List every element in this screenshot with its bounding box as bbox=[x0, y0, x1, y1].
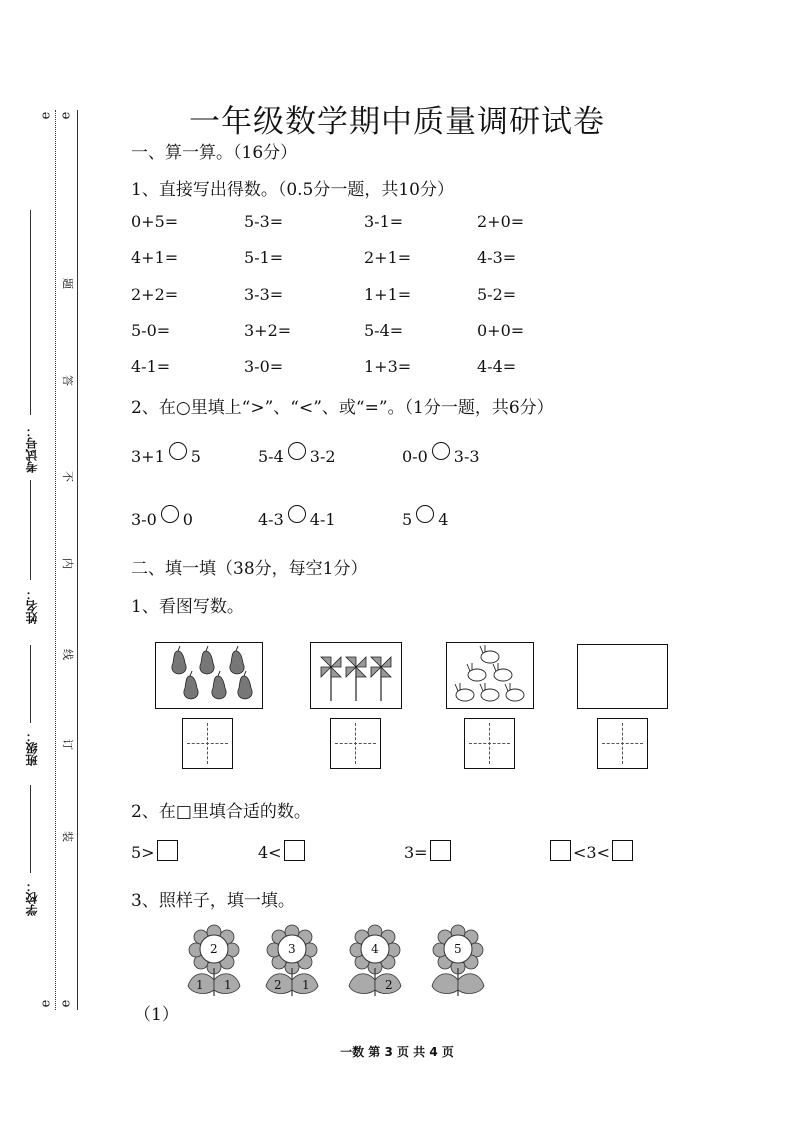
compare-circle[interactable] bbox=[169, 442, 187, 460]
margin-char-1: 题 bbox=[62, 276, 74, 290]
compare-circle[interactable] bbox=[288, 505, 306, 523]
fill-box[interactable] bbox=[430, 840, 451, 861]
arith-expr: 2+2= bbox=[131, 285, 179, 304]
compare-left: 4-3 bbox=[258, 510, 284, 529]
exam-number-label: 考试号： bbox=[25, 425, 39, 473]
fill-prefix: 5> bbox=[131, 843, 155, 862]
compare-circle[interactable] bbox=[161, 505, 179, 523]
pears-picture bbox=[155, 642, 263, 709]
flower-icon bbox=[345, 920, 405, 1000]
flower-top-number: 3 bbox=[288, 942, 296, 956]
margin-char-4: 内 bbox=[62, 556, 74, 570]
flower-top-number: 5 bbox=[454, 942, 462, 956]
fill-box[interactable] bbox=[550, 840, 571, 861]
compare-item bbox=[131, 505, 193, 529]
compare-circle[interactable] bbox=[288, 442, 306, 460]
arith-expr: 3-1= bbox=[364, 212, 404, 231]
arith-expr: 4-3= bbox=[477, 248, 517, 267]
pear-icon bbox=[156, 643, 262, 708]
section1-q1-heading: 1、直接写出得数。（0.5分一题，共10分） bbox=[131, 180, 454, 200]
name-blank[interactable] bbox=[30, 480, 31, 580]
fill-box[interactable] bbox=[612, 840, 633, 861]
arith-expr: 1+3= bbox=[364, 357, 412, 376]
margin-char-2: 答 bbox=[62, 373, 74, 387]
flower-right-number: 1 bbox=[224, 978, 232, 992]
section2-heading: 二、填一填（38分，每空1分） bbox=[131, 559, 368, 579]
compare-right: 0 bbox=[182, 510, 193, 529]
margin-char-7: 装 bbox=[62, 829, 74, 843]
arith-expr: 5-2= bbox=[477, 285, 517, 304]
number-flower bbox=[345, 920, 405, 1000]
compare-left: 0-0 bbox=[402, 447, 428, 466]
margin-char-5: 线 bbox=[62, 647, 74, 661]
number-flower bbox=[428, 920, 488, 1000]
compare-item bbox=[402, 505, 448, 529]
section2-q1-heading: 1、看图写数。 bbox=[131, 597, 244, 617]
number-writing-grid[interactable] bbox=[182, 718, 233, 769]
compare-right: 5 bbox=[190, 447, 201, 466]
rabbits-picture bbox=[446, 642, 534, 709]
number-writing-grid[interactable] bbox=[464, 718, 515, 769]
flower-right-number: 1 bbox=[302, 978, 310, 992]
binding-solid-line bbox=[77, 110, 78, 1010]
arith-expr: 5-3= bbox=[244, 212, 284, 231]
number-flower bbox=[262, 920, 322, 1000]
arith-expr: 0+0= bbox=[477, 321, 525, 340]
compare-left: 5 bbox=[402, 510, 413, 529]
compare-circle[interactable] bbox=[432, 442, 450, 460]
compare-right: 4 bbox=[438, 510, 449, 529]
pinwheel-icon bbox=[311, 643, 401, 708]
binding-dotted-line bbox=[55, 110, 56, 1010]
compare-left: 3+1 bbox=[131, 447, 165, 466]
number-writing-grid[interactable] bbox=[330, 718, 381, 769]
flower-icon bbox=[184, 920, 244, 1000]
number-flower bbox=[184, 920, 244, 1000]
class-blank[interactable] bbox=[30, 645, 31, 723]
flower-left-number: 2 bbox=[274, 978, 282, 992]
arith-expr: 4+1= bbox=[131, 248, 179, 267]
compare-right: 4-1 bbox=[309, 510, 336, 529]
exam-number-blank[interactable] bbox=[30, 210, 31, 415]
section1-q2-heading: 2、在○里填上“>”、“<”、或“=”。（1分一题，共6分） bbox=[131, 398, 554, 418]
arith-expr: 4-1= bbox=[131, 357, 171, 376]
arith-expr: 5-4= bbox=[364, 321, 404, 340]
compare-left: 5-4 bbox=[258, 447, 284, 466]
compare-item bbox=[258, 505, 336, 529]
fill-box-item bbox=[131, 840, 180, 862]
flower-left-number: 1 bbox=[196, 978, 204, 992]
flower-icon bbox=[428, 920, 488, 1000]
margin-mark-bottom-left: e bbox=[38, 999, 54, 1008]
page-footer: 一数 第 3 页 共 4 页 bbox=[340, 1045, 454, 1059]
name-label: 姓名： bbox=[25, 588, 39, 624]
arith-expr: 3-3= bbox=[244, 285, 284, 304]
compare-right: 3-2 bbox=[309, 447, 336, 466]
section2-q3-heading: 3、照样子，填一填。 bbox=[131, 891, 295, 911]
compare-item bbox=[402, 442, 480, 466]
compare-item bbox=[258, 442, 336, 466]
fill-prefix: 4< bbox=[258, 843, 282, 862]
fill-box-item bbox=[548, 840, 635, 862]
fill-box-item bbox=[404, 840, 453, 862]
flower-group-label: （1） bbox=[134, 1005, 179, 1025]
compare-right: 3-3 bbox=[453, 447, 480, 466]
fill-box[interactable] bbox=[284, 840, 305, 861]
page-title: 一年级数学期中质量调研试卷 bbox=[189, 104, 605, 140]
margin-mark-top-left: e bbox=[38, 111, 54, 120]
rabbit-icon bbox=[447, 643, 533, 708]
section2-q2-heading: 2、在□里填合适的数。 bbox=[131, 802, 311, 822]
pinwheels-picture bbox=[310, 642, 402, 709]
arith-expr: 3-0= bbox=[244, 357, 284, 376]
margin-mark-top-right: e bbox=[58, 111, 74, 120]
fill-box[interactable] bbox=[157, 840, 178, 861]
margin-mark-bottom-right: e bbox=[58, 999, 74, 1008]
margin-char-6: 订 bbox=[62, 737, 74, 751]
school-label: 学校： bbox=[25, 880, 39, 916]
arith-expr: 2+1= bbox=[364, 248, 412, 267]
flower-right-number: 2 bbox=[385, 978, 393, 992]
arith-expr: 5-0= bbox=[131, 321, 171, 340]
fill-box-item bbox=[258, 840, 307, 862]
flower-top-number: 2 bbox=[210, 942, 218, 956]
flower-top-number: 4 bbox=[371, 942, 379, 956]
arith-expr: 2+0= bbox=[477, 212, 525, 231]
arith-expr: 5-1= bbox=[244, 248, 284, 267]
compare-left: 3-0 bbox=[131, 510, 157, 529]
school-blank[interactable] bbox=[30, 785, 31, 873]
arith-expr: 1+1= bbox=[364, 285, 412, 304]
flower-icon bbox=[262, 920, 322, 1000]
fill-prefix: <3< bbox=[573, 843, 610, 862]
arith-expr: 0+5= bbox=[131, 212, 179, 231]
empty-picture[interactable] bbox=[577, 644, 668, 709]
class-label: 班级： bbox=[25, 730, 39, 766]
arith-expr: 3+2= bbox=[244, 321, 292, 340]
number-writing-grid[interactable] bbox=[597, 718, 648, 769]
section1-heading: 一、算一算。（16分） bbox=[131, 143, 298, 163]
compare-item bbox=[131, 442, 201, 466]
margin-char-3: 不 bbox=[62, 469, 74, 483]
fill-prefix: 3= bbox=[404, 843, 428, 862]
arith-expr: 4-4= bbox=[477, 357, 517, 376]
compare-circle[interactable] bbox=[416, 505, 434, 523]
